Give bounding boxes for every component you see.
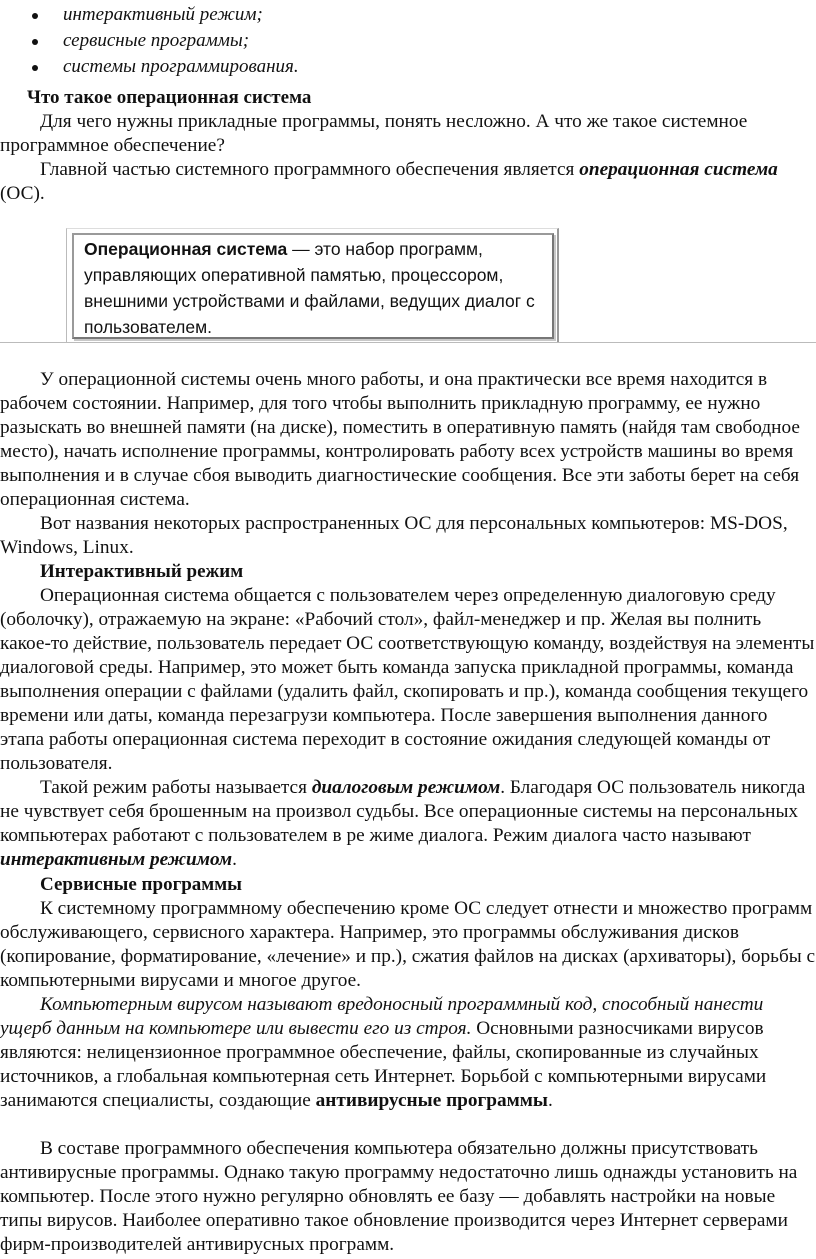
divider (0, 342, 816, 343)
list-item: интерактивный режим; (0, 2, 299, 28)
bullet-icon (32, 39, 38, 45)
paragraph: Вот названия некоторых распространенных ОС для персональных компьютеров: MS-DOS, Windows, Linux. (0, 513, 788, 558)
paragraph: У операционной системы очень много работы, и она практически все время находится в рабочем состоянии. Например, для того чтобы выполнить прикладную программу, ее нужно разыскать во внешней памяти (на диске), поместить в оперативную память (найдя там свободное место), начать исполнение программы, контролировать работу всех устройств машины во время выполнения и в случае сбоя выводить диагностические сообщения. Все эти заботы берет на себя операционная система. (0, 369, 800, 510)
bullet-icon (32, 13, 38, 19)
paragraph: Операционная система общается с пользователем через определенную диалоговую среду (оболочку), отражаемую на экране: «Рабочий стол», файл-менеджер и пр. Желая вы полнить какое-то действие, пользователь передает ОС соответствующую команду, воздействуя на элементы диалоговой среды. Например, это может быть команда запуска прикладной программы, команда выполнения операции с файлами (удалить файл, скопировать и пр.), команда сообщения текущего времени или даты, команда перезагрузи компьютера. После завершения выполнения данного этапа работы операционная система переходит в состояние ожидания следующей команды от пользователя. (0, 585, 815, 774)
term-interactive-mode: интерактивным режимом (0, 849, 233, 870)
virus-definition: Компьютерным вирусом называют вредоносный программный код, способный нанести ущерб данным на компьютере или вывести его из строя. (0, 994, 764, 1039)
list-item: сервисные программы; (0, 28, 299, 54)
term-antivirus-programs: антивирусные программы (315, 1090, 548, 1111)
paragraph: Для чего нужны прикладные программы, понять несложно. А что же такое системное программное обеспечение? (0, 111, 748, 156)
heading-interactive-mode: Интерактивный режим (40, 561, 244, 582)
paragraph: К системному программному обеспечению кроме ОС следует отнести и множество программ обслуживающего, сервисного характера. Например, это программы обслуживания дисков (копирование, форматирование, «лечение» и пр.), сжатия файлов на дисках (архиваторы), борьбы с компьютерными вирусами и многое другое. (0, 898, 816, 991)
heading-what-is-os: Что такое операционная система (27, 87, 312, 108)
paragraph: Главной частью системного программного обеспечения является операционная система (ОС). (0, 159, 778, 204)
bullet-list (0, 2, 299, 80)
definition-box (72, 233, 554, 339)
heading-service-programs: Сервисные программы (40, 874, 242, 895)
list-item: системы программирования. (0, 54, 299, 80)
definition-term: Операционная система (84, 239, 288, 259)
bullet-icon (32, 65, 38, 71)
paragraph: Компьютерным вирусом называют вредоносный программный код, способный нанести ущерб данным на компьютере или вывести его из строя. Основными разносчиками вирусов являются: нелицензионное программное обеспечение, файлы, скопированные из случайных источников, а глобальная компьютерная сеть Интернет. Борьбой с компьютерными вирусами занимаются специалисты, создающие антивирусные программы. (0, 994, 767, 1111)
paragraph: Такой режим работы называется диалоговым режимом. Благодаря ОС пользователь никогда не чувствует себя брошенным на произвол судьбы. Все операционные системы на персональных компьютерах работают с пользователем в ре жиме диалога. Режим диалога часто называют интерактивным режимом. (0, 777, 806, 870)
term-dialog-mode: диалоговым режимом (311, 777, 501, 798)
definition-text: — это набор программ, управляющих оперативной памятью, процессором, внешними устройствами и файлами, ведущих диалог с пользователем. (84, 239, 535, 337)
term-operating-system: операционная система (579, 159, 778, 180)
paragraph: В составе программного обеспечения компьютера обязательно должны присутствовать антивирусные программы. Однако такую программу недостаточно лишь однажды установить на компьютер. После этого нужно регулярно обновлять ее базу — добавлять настройки на новые типы вирусов. Наиболее оперативно такое обновление производится через Интернет серверами фирм-производителей антивирусных программ. (0, 1138, 798, 1255)
